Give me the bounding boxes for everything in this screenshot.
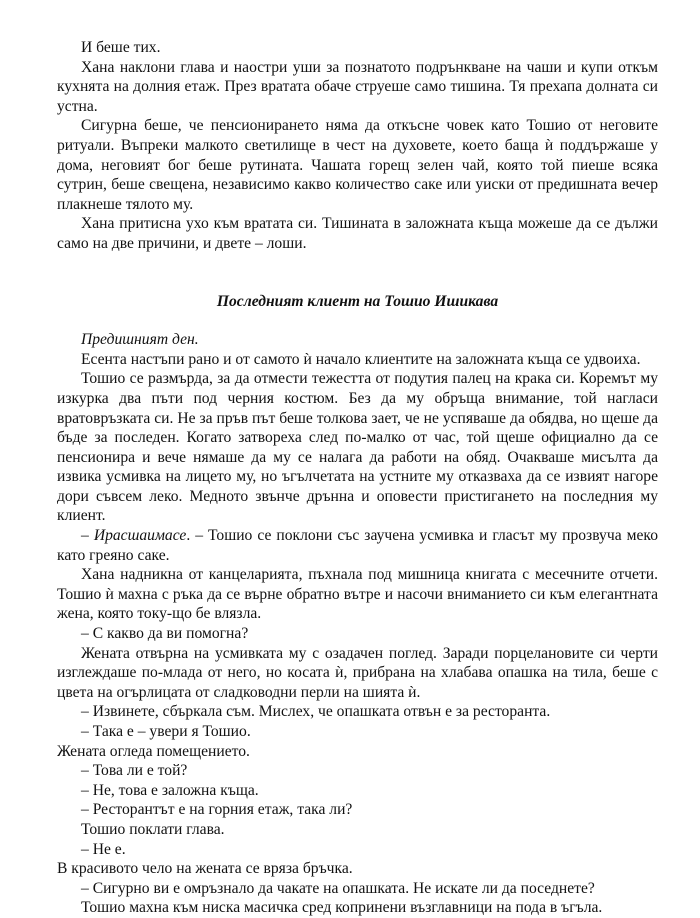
dialogue-line: – Това ли е той? bbox=[81, 762, 188, 780]
paragraph: Жената огледа помещението. bbox=[57, 742, 250, 760]
dialogue-line: – Сигурно ви е омръзнало да чакате на опашката. Не искате ли да поседнете? bbox=[81, 879, 595, 897]
paragraph: Хана наклони глава и наостри уши за познатото подрънкване на чаши и купи откъм кухнята на долния етаж. През вратата обаче струеше само тишина. Тя прехапа долната си устна. bbox=[57, 58, 658, 115]
paragraph: Хана притисна ухо към вратата си. Тишината в заложната къща можеше да се дължи само на две причини, и двете – лоши. bbox=[57, 215, 658, 252]
paragraph: Жената отвърна на усмивката му с озадачен поглед. Заради порцелановите си черти изглеждаше по-млада от него, но косата ѝ, прибрана на хлабава опашка на тила, беше с цвета на огърлицата от сладководни перли на шията ѝ. bbox=[57, 644, 658, 701]
paragraph: В красивото чело на жената се вряза бръчка. bbox=[57, 860, 353, 878]
dialogue-line: – Извинете, сбъркала съм. Мислех, че опашката отвън е за ресторанта. bbox=[81, 703, 551, 721]
paragraph: Есента настъпи рано и от самото ѝ начало клиентите на заложната къща се удвоиха. bbox=[81, 350, 641, 368]
dialogue-line: – Не е. bbox=[81, 840, 126, 858]
paragraph: Тошио поклати глава. bbox=[81, 820, 225, 838]
dialogue-line: – С какво да ви помогна? bbox=[81, 625, 249, 643]
paragraph: Тошио се размърда, за да отмести тежестта от подутия палец на крака си. Коремът му изкурка два пъти под черния костюм. Без да му обръща внимание, той нагласи вратовръзката си. Не за пръв път беше толкова зает, че не успяваше да обядва, но щеше да бъде за последен. Когато затвореха след по-малко от час, той щеше официално да се пенсионира и вече нямаше да му се налага да работи на обяд. Очакваше мисълта да извика усмивка на лицето му, но ъгълчетата на устните му отказваха да се извият нагоре дори съвсем леко. Медното звънче дрънна и оповести пристигането на последния му клиент. bbox=[57, 370, 658, 525]
dialogue-line: – Така е – увери я Тошио. bbox=[81, 723, 251, 740]
dash: – bbox=[81, 527, 94, 545]
chapter-heading: Последният клиент на Тошио Ишикава bbox=[216, 292, 499, 310]
chapter-subheading: Предишният ден. bbox=[81, 331, 199, 349]
paragraph: И беше тих. bbox=[81, 39, 161, 56]
dialogue-line: – Ресторантът е на горния етаж, така ли? bbox=[81, 801, 353, 819]
greeting-word: Ирасшаимасе bbox=[93, 527, 187, 545]
dialogue-text: . – Тошио се поклони със заучена усмивка и гласът му прозвуча меко като греяно саке. bbox=[57, 527, 658, 564]
paragraph: Хана надникна от канцеларията, пъхнала под мишница книгата с месечните отчети. Тошио ѝ махна с ръка да се върне обратно вътре и насочи вниманието си към елегантната жена, която току-що бе влязла. bbox=[57, 566, 658, 623]
dialogue-paragraph bbox=[57, 526, 658, 565]
paragraph: Сигурна беше, че пенсионирането няма да откъсне човек като Тошио от неговите ритуали. Въпреки малкото светилище в чест на духовете, което баща ѝ поддържаше у дома, неговият бог беше рутината. Чашата горещ зелен чай, която той пиеше всяка сутрин, беше свещена, независимо какво количество саке или уиски от предишната вечер плакнеше тялото му. bbox=[57, 117, 658, 213]
section-gap bbox=[57, 254, 658, 292]
paragraph: Тошио махна към ниска масичка сред копринени възглавници на пода в ъгъла. bbox=[81, 899, 603, 917]
document-page bbox=[57, 38, 658, 918]
dialogue-line: – Не, това е заложна къща. bbox=[81, 781, 259, 799]
